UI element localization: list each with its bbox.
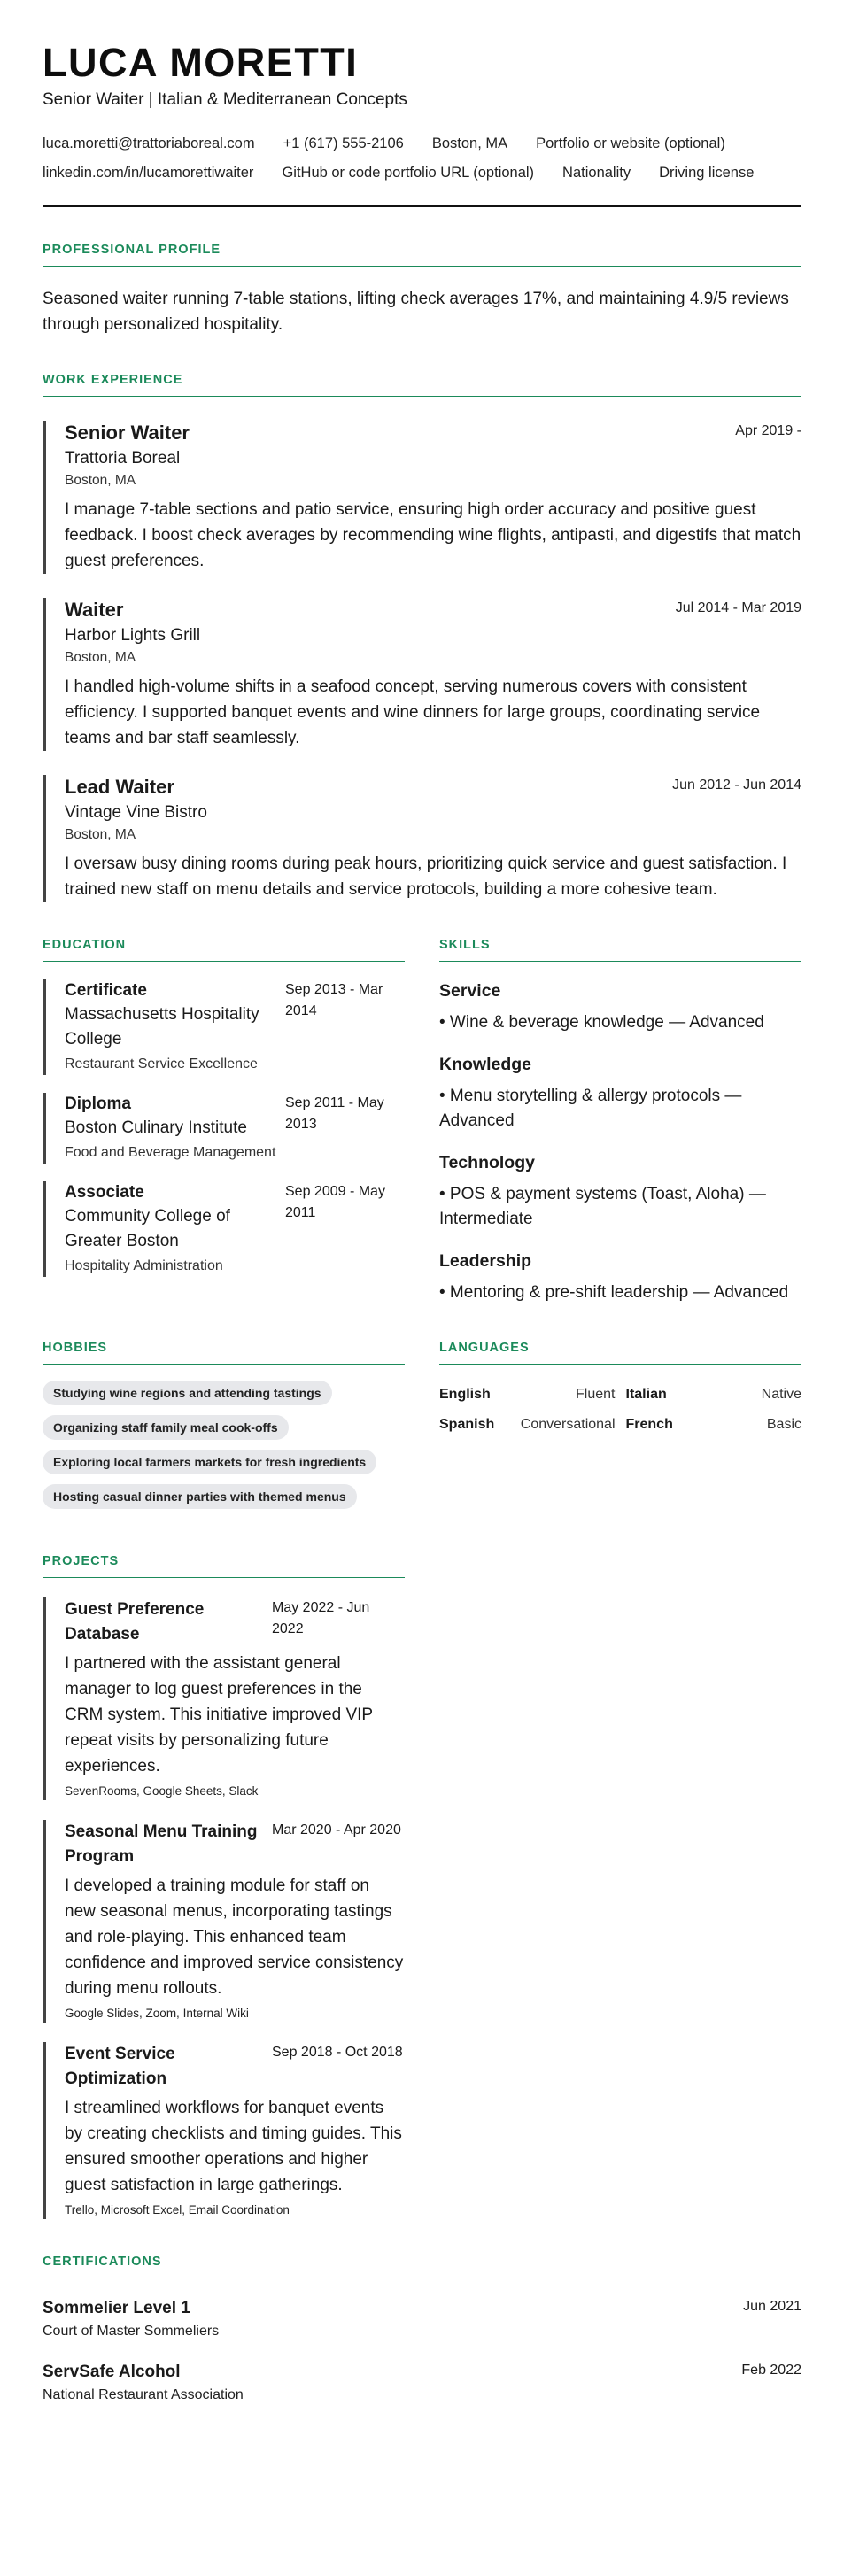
experience-heading: WORK EXPERIENCE <box>43 373 801 397</box>
education-school: Community College of Greater Boston <box>65 1206 230 1250</box>
profile-section <box>43 243 801 337</box>
language-level: Conversational <box>520 1416 616 1432</box>
education-school: Massachusetts Hospitality College <box>65 1004 259 1048</box>
hobbies-section <box>43 1305 405 1519</box>
profile-heading: PROFESSIONAL PROFILE <box>43 243 801 267</box>
contact-linkedin[interactable]: linkedin.com/in/lucamorettiwaiter <box>43 164 254 181</box>
experience-entry <box>43 598 801 751</box>
hobby-chip: Hosting casual dinner parties with themed menus <box>43 1484 357 1509</box>
education-dates: Sep 2011 - May 2013 <box>285 1095 384 1132</box>
skill-item: • Wine & beverage knowledge — Advanced <box>439 1012 764 1032</box>
certification-entry <box>43 2296 801 2342</box>
skills-heading: SKILLS <box>439 938 801 962</box>
education-field: Hospitality Administration <box>65 1257 223 1273</box>
job-company: Trattoria Boreal <box>65 448 181 468</box>
contact-email[interactable]: luca.moretti@trattoriaboreal.com <box>43 135 255 151</box>
candidate-name: LUCA MORETTI <box>43 40 359 85</box>
language-list <box>439 1384 801 1435</box>
contact-license: Driving license <box>659 164 755 181</box>
education-dates: Sep 2009 - May 2011 <box>285 1183 385 1220</box>
skill-group <box>439 981 801 1035</box>
hobby-chip-list <box>43 1381 405 1519</box>
job-dates: Apr 2019 - <box>735 422 801 438</box>
hobbies-heading: HOBBIES <box>43 1341 405 1365</box>
job-dates: Jul 2014 - Mar 2019 <box>675 600 801 615</box>
education-degree: Certificate <box>65 980 147 1000</box>
hobby-chip: Exploring local farmers markets for fresh ingredients <box>43 1450 376 1474</box>
certification-name: ServSafe Alcohol <box>43 2362 181 2381</box>
language-name: French <box>625 1416 673 1432</box>
job-description: I manage 7-table sections and patio service, ensuring high order accuracy and positive guest feedback. I boost check averages by recommending wine flights, antipasti, and digestifs that match guest preferences. <box>65 499 801 570</box>
certifications-heading: CERTIFICATIONS <box>43 2255 801 2278</box>
project-dates: May 2022 - Jun 2022 <box>272 1599 370 1636</box>
skill-item: • POS & payment systems (Toast, Aloha) — Intermediate <box>439 1184 766 1228</box>
contact-github[interactable]: GitHub or code portfolio URL (optional) <box>282 164 535 181</box>
project-dates: Sep 2018 - Oct 2018 <box>272 2044 403 2060</box>
languages-section <box>439 1305 801 1519</box>
education-entry <box>43 979 405 1075</box>
certifications-section <box>43 2255 801 2406</box>
language-name: English <box>439 1386 491 1402</box>
skill-group <box>439 1251 801 1305</box>
projects-section <box>43 1554 405 2219</box>
language-item <box>626 1384 802 1405</box>
experience-entry <box>43 775 801 902</box>
header-divider <box>43 205 801 207</box>
hobby-chip: Studying wine regions and attending tastings <box>43 1381 332 1405</box>
job-dates: Jun 2012 - Jun 2014 <box>672 777 801 793</box>
certification-name: Sommelier Level 1 <box>43 2298 190 2317</box>
education-entry <box>43 1181 405 1277</box>
language-level: Fluent <box>576 1386 616 1402</box>
job-company: Harbor Lights Grill <box>65 625 201 645</box>
education-dates: Sep 2013 - Mar 2014 <box>285 981 383 1018</box>
education-field: Food and Beverage Management <box>65 1144 276 1160</box>
resume-header <box>43 41 801 207</box>
languages-heading: LANGUAGES <box>439 1341 801 1365</box>
certification-date: Jun 2021 <box>743 2298 801 2314</box>
certification-issuer: Court of Master Sommeliers <box>43 2323 220 2339</box>
skill-category: Technology <box>439 1152 535 1172</box>
education-degree: Diploma <box>65 1094 131 1113</box>
certification-date: Feb 2022 <box>741 2362 801 2378</box>
education-field: Restaurant Service Excellence <box>65 1056 258 1071</box>
certification-entry <box>43 2360 801 2406</box>
education-entry <box>43 1093 405 1164</box>
project-tools: SevenRooms, Google Sheets, Slack <box>65 1783 259 1798</box>
projects-heading: PROJECTS <box>43 1554 405 1578</box>
job-description: I oversaw busy dining rooms during peak hours, prioritizing quick service and guest satisfaction. I trained new staff on menu details and service protocols, building a more cohesive team. <box>65 854 787 899</box>
project-description: I developed a training module for staff on new seasonal menus, incorporating tastings and role-playing. This enhanced team confidence and improved service consistency during menu rollouts. <box>65 1876 404 1998</box>
skill-category: Knowledge <box>439 1054 532 1074</box>
job-title: Lead Waiter <box>65 775 174 798</box>
language-level: Basic <box>766 1416 801 1432</box>
skill-category: Service <box>439 980 501 1001</box>
skill-group <box>439 1153 801 1232</box>
contact-location: Boston, MA <box>431 135 508 151</box>
project-tools: Trello, Microsoft Excel, Email Coordination <box>65 2202 290 2216</box>
skill-item: • Mentoring & pre-shift leadership — Advanced <box>439 1282 789 1302</box>
contact-nationality: Nationality <box>562 164 631 181</box>
project-dates: Mar 2020 - Apr 2020 <box>272 1822 401 1837</box>
certification-issuer: National Restaurant Association <box>43 2386 244 2402</box>
skill-category: Leadership <box>439 1250 532 1271</box>
job-location: Boston, MA <box>65 649 136 665</box>
job-location: Boston, MA <box>65 826 136 842</box>
language-item <box>626 1414 802 1435</box>
education-school: Boston Culinary Institute <box>65 1118 247 1137</box>
project-description: I streamlined workflows for banquet events by creating checklists and timing guides. This ensured smoother operations and higher guest satisfaction in large gatherings. <box>65 2098 402 2194</box>
project-entry <box>43 1597 405 1800</box>
project-entry <box>43 1820 405 2023</box>
skill-item: • Menu storytelling & allergy protocols — Advanced <box>439 1086 742 1130</box>
education-degree: Associate <box>65 1182 144 1202</box>
education-skills-row <box>43 902 801 1305</box>
job-company: Vintage Vine Bistro <box>65 802 207 822</box>
project-title: Event Service Optimization <box>65 2044 175 2088</box>
hobby-chip: Organizing staff family meal cook-offs <box>43 1415 289 1440</box>
hobbies-languages-row <box>43 1305 801 1519</box>
language-item <box>439 1384 616 1405</box>
project-title: Guest Preference Database <box>65 1599 205 1644</box>
contact-list <box>43 129 813 188</box>
education-section <box>43 902 405 1305</box>
education-heading: EDUCATION <box>43 938 405 962</box>
language-item <box>439 1414 616 1435</box>
project-entry <box>43 2042 405 2219</box>
experience-entry <box>43 421 801 574</box>
job-description: I handled high-volume shifts in a seafood concept, serving numerous covers with consistent efficiency. I supported banquet events and wine dinners for large groups, coordinating service teams and bar staff seamlessly. <box>65 677 761 747</box>
language-name: Spanish <box>439 1416 495 1432</box>
language-level: Native <box>761 1386 801 1402</box>
candidate-headline: Senior Waiter | Italian & Mediterranean Concepts <box>43 89 407 109</box>
experience-section <box>43 373 801 902</box>
skill-group <box>439 1055 801 1133</box>
language-name: Italian <box>625 1386 667 1402</box>
project-description: I partnered with the assistant general manager to log guest preferences in the CRM system. This initiative improved VIP repeat visits by personalizing future experiences. <box>65 1653 373 1775</box>
job-location: Boston, MA <box>65 472 136 488</box>
job-title: Senior Waiter <box>65 421 190 444</box>
skills-section <box>439 902 801 1305</box>
contact-phone[interactable]: +1 (617) 555-2106 <box>283 135 404 151</box>
profile-summary: Seasoned waiter running 7-table stations, lifting check averages 17%, and maintaining 4.9/5 reviews through personalized hospitality. <box>43 289 789 334</box>
job-title: Waiter <box>65 598 124 621</box>
contact-portfolio[interactable]: Portfolio or website (optional) <box>536 135 725 151</box>
project-title: Seasonal Menu Training Program <box>65 1822 258 1866</box>
project-tools: Google Slides, Zoom, Internal Wiki <box>65 2006 249 2020</box>
